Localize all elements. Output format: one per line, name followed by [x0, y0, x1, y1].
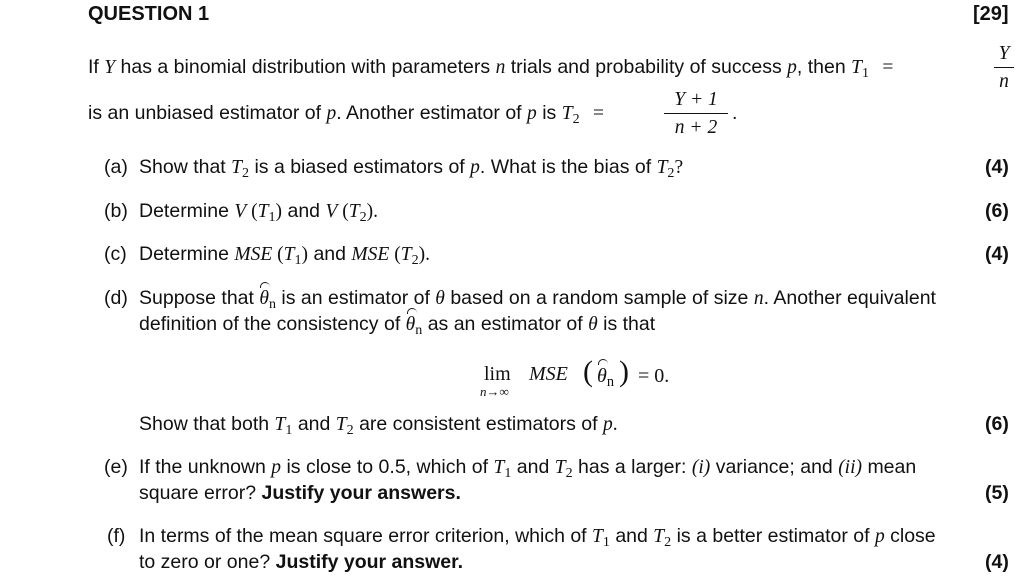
equals-sign: = [593, 103, 604, 124]
intro-text: , then [796, 56, 846, 78]
intro-line-2 [88, 102, 604, 127]
var-T1: $T_1$ [851, 57, 869, 81]
var-p: p [787, 57, 797, 78]
part-b-marks: (6) [985, 200, 1009, 222]
part-f-line-2: to zero or one? Justify your answer. [139, 551, 464, 573]
fraction-numerator: Y [998, 43, 1010, 64]
fraction-bar [664, 113, 728, 114]
fraction-T2 [664, 90, 728, 137]
intro-text: has a binomial distribution with parameters [120, 56, 491, 78]
var-n: n [495, 57, 506, 78]
equals-sign: = [882, 57, 894, 78]
var-p: p [326, 103, 337, 124]
part-c-marks: (4) [985, 243, 1009, 265]
question-title: QUESTION 1 [88, 3, 210, 25]
fraction-denominator: n [999, 70, 1009, 92]
part-d-marks: (6) [985, 413, 1009, 435]
fraction-bar [994, 67, 1014, 68]
theta-hat-n: $\theta_n$ [597, 365, 615, 391]
part-d-show: Show that both $T_1$ and $T_2$ are consistent estimators of p. [139, 413, 618, 438]
intro-text: is [542, 102, 557, 124]
lim-subscript: n→∞ [480, 384, 509, 399]
part-a-label: (a) [104, 156, 128, 178]
intro-text: If [88, 56, 99, 78]
equals-zero: = 0. [638, 365, 670, 387]
intro-line-1 [88, 56, 894, 81]
var-T2: $T_2$ [561, 103, 580, 127]
var-Y: Y [104, 57, 116, 78]
part-e-line-1: If the unknown p is close to 0.5, which of $T_1$ and $T_2$ has a larger: (i) variance; and (ii) mean [139, 456, 917, 481]
intro-text: trials and probability of success [510, 56, 782, 78]
period: . [732, 102, 738, 124]
part-b-text: Determine V $(T_1)$ and V $(T_2)$. [139, 200, 378, 225]
part-f-line-1: In terms of the mean square error criterion, which of $T_1$ and $T_2$ is a better estimator of p close [139, 525, 936, 550]
part-d-label: (d) [104, 287, 128, 309]
part-e-label: (e) [104, 456, 128, 478]
fraction-numerator: Y + 1 [674, 89, 718, 110]
fraction-denominator: n + 2 [674, 116, 718, 138]
part-f-label: (f) [107, 525, 126, 547]
total-marks: [29] [973, 3, 1009, 25]
part-e-line-2: square error? Justify your answers. [139, 482, 461, 504]
intro-text: is an unbiased estimator of [88, 102, 322, 124]
part-b-label: (b) [104, 200, 128, 222]
part-a-text: Show that $T_2$ is a biased estimators of p. What is the bias of $T_2$? [139, 156, 684, 181]
intro-text: . Another estimator of [336, 102, 522, 124]
var-p: p [527, 103, 537, 124]
left-paren: ( [583, 355, 593, 388]
part-f-marks: (4) [985, 551, 1009, 573]
part-c-label: (c) [104, 243, 127, 265]
part-d-line-2: definition of the consistency of $\theta_n$ as an estimator of θ is that [139, 313, 656, 338]
lim-MSE: MSE [529, 363, 568, 385]
part-c-text: Determine MSE $(T_1)$ and MSE $(T_2)$. [139, 243, 430, 268]
part-e-marks: (5) [985, 482, 1009, 504]
part-d-line-1: Suppose that $\theta_n$ is an estimator of θ based on a random sample of size n. Another equivalent [139, 287, 936, 312]
right-paren: ) [619, 355, 629, 388]
fraction-T1 [994, 44, 1014, 91]
lim-word: lim [484, 363, 511, 385]
part-a-marks: (4) [985, 156, 1009, 178]
